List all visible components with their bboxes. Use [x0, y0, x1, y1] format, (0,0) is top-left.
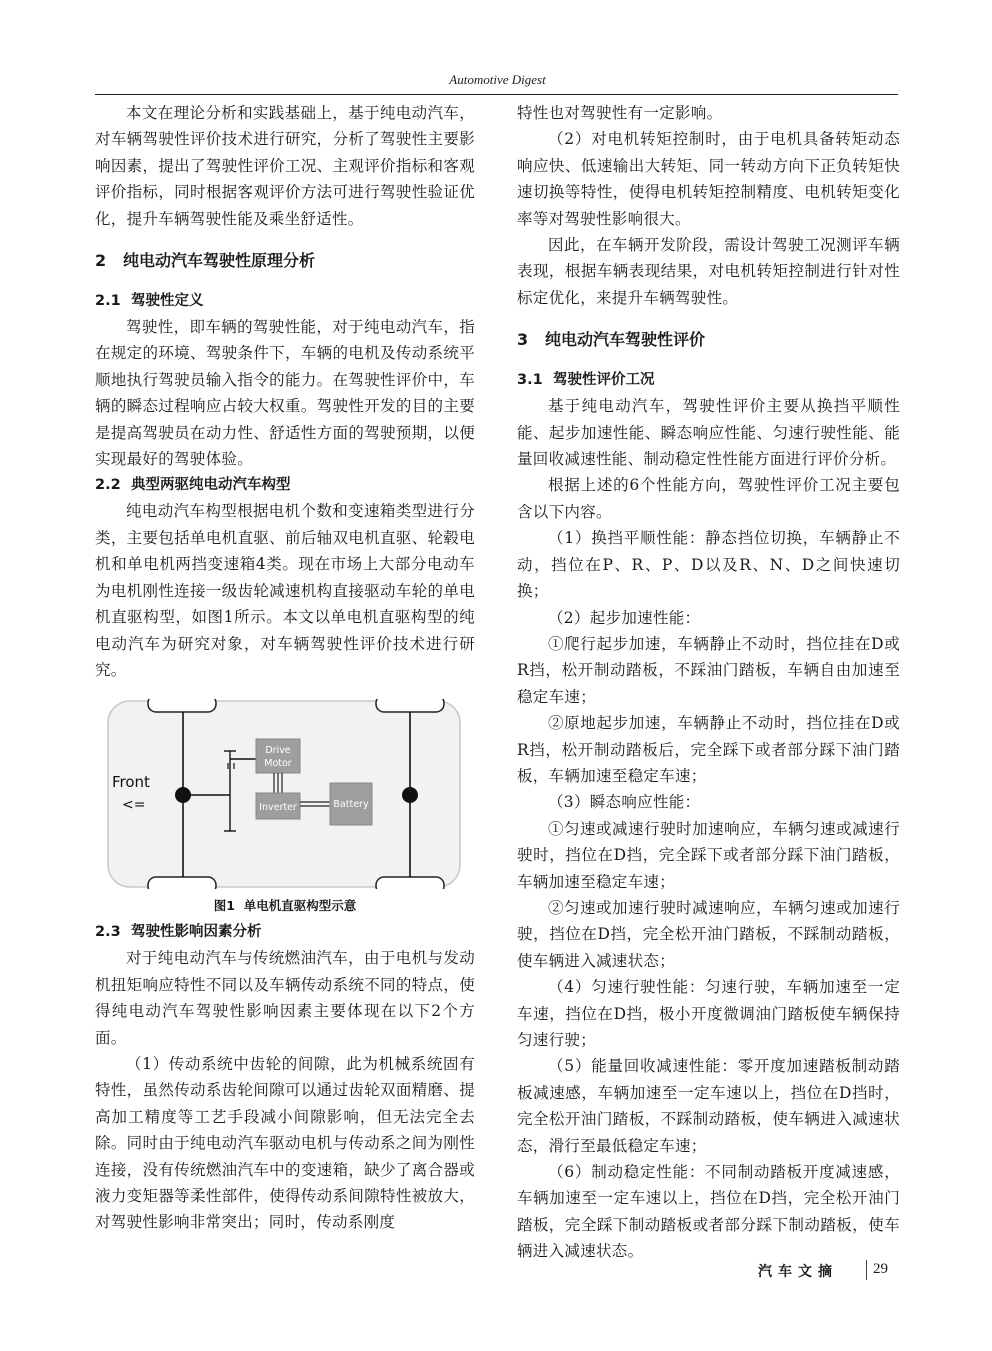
section-title: 驾驶性定义	[131, 293, 204, 310]
left-column	[95, 100, 475, 1236]
section-2-heading	[95, 248, 475, 274]
list-item-transient-response: （3）瞬态响应性能：	[548, 793, 701, 812]
section-title: 驾驶性评价工况	[553, 372, 655, 389]
section-2-3-paragraph-1: 对于纯电动汽车与传统燃油汽车，由于电机与发动机扭矩响应特性不同以及车辆传动系统不同的特点，使得纯电动汽车驾驶性影响因素主要体现在以下2个方面。	[95, 949, 475, 1047]
page-footer	[740, 1260, 900, 1282]
continued-paragraph: 特性也对驾驶性有一定影响。	[517, 104, 723, 122]
front-right-wheel	[148, 877, 216, 889]
section-2-2-heading	[95, 472, 475, 498]
list-item-steady-cruise: （4）匀速行驶性能：匀速行驶，车辆加速至一定车速，挡位在D挡，极小开度微调油门踏板使车辆保持匀速行驶；	[517, 978, 900, 1049]
section-number: 2.1	[95, 293, 121, 310]
drive-motor-label-2: Motor	[264, 758, 292, 770]
section-number: 2	[95, 251, 107, 271]
drivetrain-diagram	[106, 699, 462, 889]
list-item-tip-in: ①匀速或减速行驶时加速响应，车辆匀速或减速行驶时，挡位在D挡，完全踩下或者部分踩下油门踏板，车辆加速至稳定车速；	[517, 819, 900, 891]
caption-text: 单电机直驱构型示意	[243, 898, 357, 914]
list-item-shift-smoothness: （1）换挡平顺性能：静态挡位切换，车辆静止不动，挡位在P、R、P、D以及R、N、D之间快速切换；	[517, 529, 900, 601]
footer-divider	[866, 1260, 867, 1280]
list-item-creep-launch: ①爬行起步加速，车辆静止不动时，挡位挂在D或R挡，松开制动踏板，不踩油门踏板，车辆自由加速至稳定车速；	[517, 634, 900, 706]
list-item-standing-launch: ②原地起步加速，车辆静止不动时，挡位挂在D或R挡，松开制动踏板后，完全踩下或者部分踩下油门踏板，车辆加速至稳定车速；	[517, 714, 900, 785]
caption-number: 图1	[213, 898, 235, 914]
rear-right-wheel	[376, 877, 444, 889]
header-rule	[95, 94, 898, 95]
list-item-regen-decel: （5）能量回收减速性能：零开度加速踏板制动踏板减速感，车辆加速至一定车速以上，挡位在D挡时，完全松开油门踏板，不踩制动踏板，使车辆进入减速状态，滑行至最低稳定车速；	[517, 1057, 900, 1155]
section-number: 2.3	[95, 924, 121, 941]
section-2-3-paragraph-2: （1）传动系统中齿轮的间隙，此为机械系统固有特性，虽然传动系齿轮间隙可以通过齿轮双面精磨、提高加工精度等工艺手段减小间隙影响，但无法完全去除。同时由于纯电动汽车驱动电机与传动系之间为刚性连接，没有传统燃油汽车中的变速箱，缺少了离合器或液力变矩器等柔性部件，使得传动系间隙特性被放大，对驾驶性影响非常突出；同时，传动系刚度	[95, 1054, 475, 1232]
evaluation-intro-paragraph: 基于纯电动汽车，驾驶性评价主要从换挡平顺性能、起步加速性能、瞬态响应性能、匀速行驶性能、能量回收减速性能、制动稳定性性能方面进行评价分析。	[517, 397, 900, 469]
front-label: Front	[112, 773, 150, 792]
figure-1-caption	[95, 897, 475, 915]
right-column	[517, 100, 900, 1265]
rear-differential	[402, 787, 418, 803]
section-number: 2.2	[95, 477, 121, 494]
development-stage-paragraph: 因此，在车辆开发阶段，需设计驾驶工况测评车辆表现，根据车辆表现结果，对电机转矩控制进行针对性标定优化，来提升车辆驾驶性。	[517, 236, 900, 307]
front-differential	[175, 787, 191, 803]
evaluation-content-paragraph: 根据上述的6个性能方向，驾驶性评价工况主要包含以下内容。	[517, 476, 900, 521]
list-item-launch-acceleration: （2）起步加速性能：	[548, 608, 701, 627]
drive-motor-label-1: Drive	[265, 745, 291, 757]
figure-1-diagram	[106, 699, 462, 889]
section-2-2-paragraph: 纯电动汽车构型根据电机个数和变速箱类型进行分类，主要包括单电机直驱、前后轴双电机直驱、轮毂电机和单电机两挡变速箱4类。现在市场上大部分电动车为电机刚性连接一级齿轮减速机构直接驱动车轮的单电机直驱构型，如图1所示。本文以单电机直驱构型的纯电动汽车为研究对象，对车辆驾驶性评价技术进行研究。	[95, 502, 475, 679]
front-left-wheel	[148, 699, 216, 712]
inverter-label: Inverter	[259, 802, 297, 814]
front-arrow-label: <=	[122, 797, 146, 814]
section-3-heading	[517, 327, 900, 353]
section-title: 驾驶性影响因素分析	[131, 924, 262, 941]
section-title: 纯电动汽车驾驶性评价	[545, 330, 706, 350]
section-3-1-heading	[517, 367, 900, 393]
section-number: 3	[517, 330, 529, 350]
list-item-brake-stability: （6）制动稳定性能：不同制动踏板开度减速感，车辆加速至一定车速以上，挡位在D挡，完全松开油门踏板，完全踩下制动踏板或者部分踩下制动踏板，使车辆进入减速状态。	[517, 1163, 900, 1261]
intro-paragraph: 本文在理论分析和实践基础上，基于纯电动汽车，对车辆驾驶性评价技术进行研究，分析了驾驶性主要影响因素，提出了驾驶性评价工况、主观评价指标和客观评价指标，同时根据客观评价方法可进行驾驶性验证优化，提升车辆驾驶性能及乘坐舒适性。	[95, 104, 475, 228]
torque-control-paragraph: （2）对电机转矩控制时，由于电机具备转矩动态响应快、低速输出大转矩、同一转动方向下正负转矩快速切换等特性，使得电机转矩控制精度、电机转矩变化率等对驾驶性影响很大。	[517, 130, 900, 228]
section-title: 纯电动汽车驾驶性原理分析	[123, 251, 316, 271]
page-number: 29	[873, 1261, 888, 1277]
journal-name: 汽车文摘	[758, 1264, 838, 1280]
section-2-1-heading	[95, 288, 475, 314]
section-2-3-heading	[95, 919, 475, 945]
section-2-1-paragraph: 驾驶性，即车辆的驾驶性能，对于纯电动汽车，指在规定的环境、驾驶条件下，车辆的电机及传动系统平顺地执行驾驶员输入指令的能力。在驾驶性评价中，车辆的瞬态过程响应占较大权重。驾驶性开发的目的主要是提高驾驶员在动力性、舒适性方面的驾驶预期，以便实现最好的驾驶体验。	[95, 318, 475, 469]
battery-label: Battery	[333, 799, 369, 811]
list-item-tip-out: ②匀速或加速行驶时减速响应，车辆匀速或加速行驶，挡位在D挡，完全松开油门踏板，不踩制动踏板，使车辆进入减速状态；	[517, 898, 900, 970]
section-title: 典型两驱纯电动汽车构型	[131, 477, 291, 494]
running-header: Automotive Digest	[449, 72, 546, 87]
section-number: 3.1	[517, 372, 543, 389]
rear-left-wheel	[376, 699, 444, 712]
